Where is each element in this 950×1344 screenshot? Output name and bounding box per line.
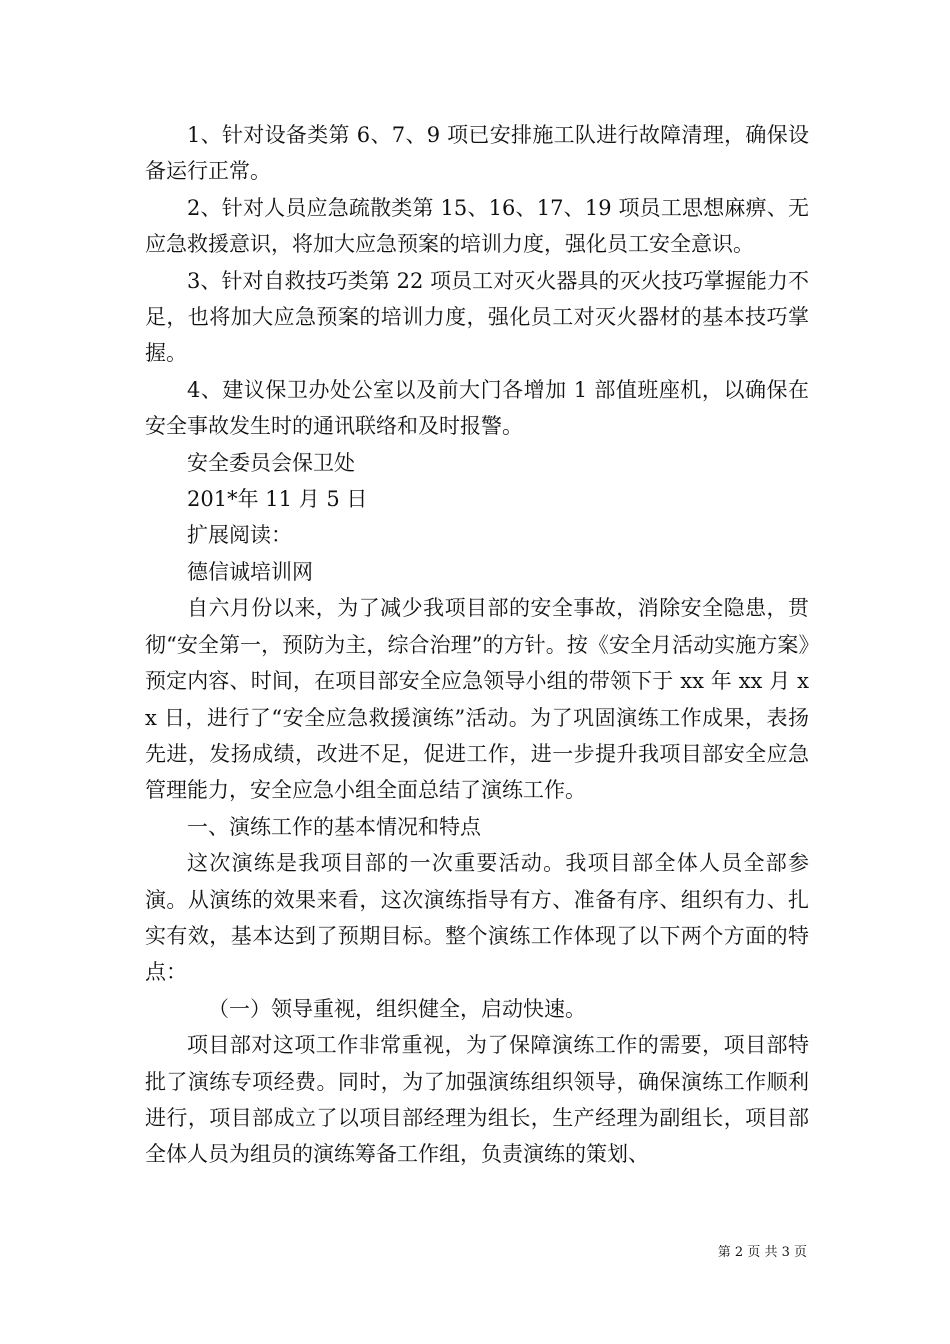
paragraph-4: 4、建议保卫办处公室以及前大门各增加 1 部值班座机，以确保在安全事故发生时的通讯联络和及时报警。: [145, 377, 809, 439]
paragraph-3: 3、针对自救技巧类第 22 项员工对灭火器具的灭火技巧掌握能力不足，也将加大应急预案的培训力度，强化员工对灭火器材的基本技巧掌握。: [145, 268, 809, 366]
subsection-heading-1: （一）领导重视，组织健全，启动快速。: [208, 996, 586, 1021]
paragraph-leadership: 项目部对这项工作非常重视，为了保障演练工作的需要，项目部特批了演练专项经费。同时，为了加强演练组织领导，确保演练工作顺利进行，项目部成立了以项目部经理为组长，生产经理为副组长，项目部全体人员为组员的演练筹备工作组，负责演练的策划、: [145, 1033, 809, 1167]
extended-reading-label: 扩展阅读：: [187, 523, 292, 548]
paragraph-2: 2、针对人员应急疏散类第 15、16、17、19 项员工思想麻痹、无应急救援意识，将加大应急预案的培训力度，强化员工安全意识。: [145, 195, 809, 257]
page-number: 第 2 页 共 3 页: [717, 1245, 807, 1260]
section-heading-1: 一、演练工作的基本情况和特点: [187, 814, 481, 839]
source-name: 德信诚培训网: [187, 559, 313, 584]
signature-department: 安全委员会保卫处: [187, 450, 355, 475]
document-body: [145, 117, 809, 1173]
paragraph-intro: 自六月份以来，为了减少我项目部的安全事故，消除安全隐患，贯彻“安全第一，预防为主，综合治理”的方针。按《安全月活动实施方案》预定内容、时间，在项目部安全应急领导小组的带领下于 xx 年 xx 月 xx 日，进行了“安全应急救援演练”活动。为了巩固演练工作成果，表扬先进，发扬成绩，改进不足，促进工作，进一步提升我项目部安全应急管理能力，安全应急小组全面总结了演练工作。: [145, 596, 809, 803]
signature-date: 201*年 11 月 5 日: [187, 487, 368, 512]
paragraph-overview: 这次演练是我项目部的一次重要活动。我项目部全体人员全部参演。从演练的效果来看，这次演练指导有方、准备有序、组织有力、扎实有效，基本达到了预期目标。整个演练工作体现了以下两个方面的特点：: [145, 851, 809, 985]
paragraph-1: 1、针对设备类第 6、7、9 项已安排施工队进行故障清理，确保设备运行正常。: [145, 123, 809, 184]
